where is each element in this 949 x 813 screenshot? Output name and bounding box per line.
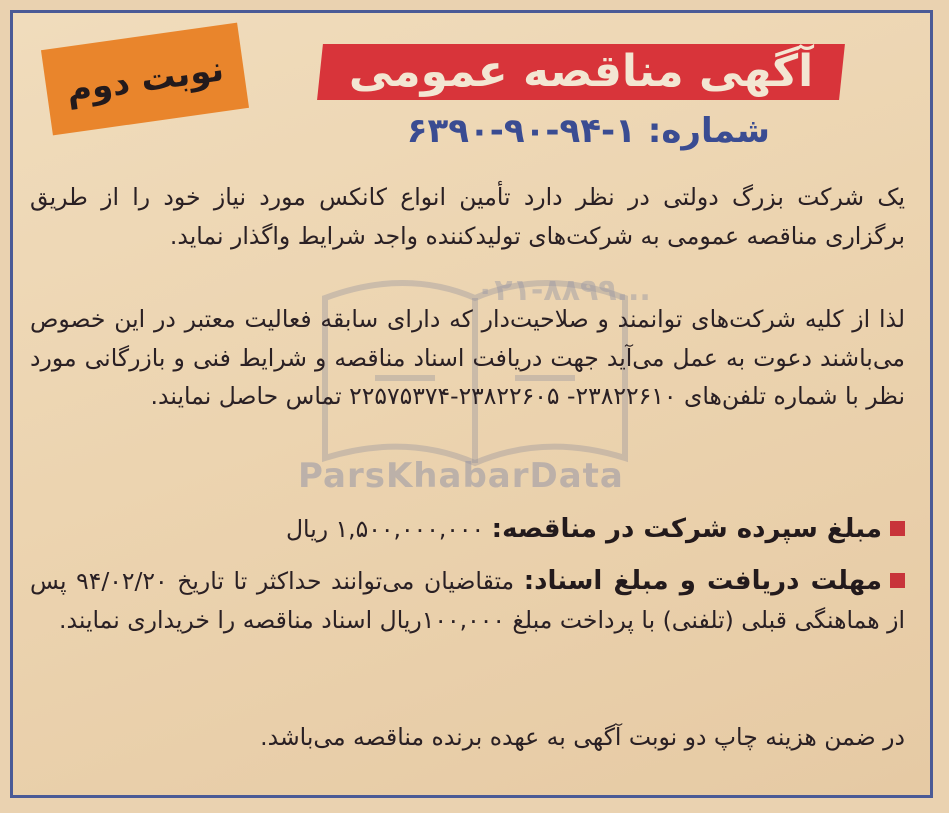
number-label: شماره: [647, 111, 770, 151]
deadline-text: متقاضیان می‌توانند حداکثر تا تاریخ ۹۴/۰۲/۲۰ پس از هماهنگی قبلی (تلفنی) با پرداخت مبلغ ۱۰۰,۰۰۰ریال اسناد مناقصه را خریداری نمایند. [30, 567, 905, 634]
deposit-label: مبلغ سپرده شرکت در مناقصه: [491, 514, 882, 544]
bullet-square-icon [890, 573, 905, 588]
round-label: نوبت دوم [63, 49, 227, 111]
ad-title: آگهی مناقصه عمومی [348, 46, 814, 97]
deadline-row [30, 562, 905, 639]
closing-note: در ضمن هزینه چاپ دو نوبت آگهی به عهده برنده مناقصه می‌باشد. [260, 723, 905, 751]
deadline-label: مهلت دریافت و مبلغ اسناد: [523, 566, 882, 596]
watermark-phone: ۰۲۱-۸۸۹۹... [476, 273, 651, 308]
number-value: ۱-۹۴-۹۰-۶۳۹۰ [406, 111, 636, 151]
bullet-square-icon [890, 521, 905, 536]
paragraph-invitation: لذا از کلیه شرکت‌های توانمند و صلاحیت‌دار که دارای سابقه فعالیت معتبر در این خصوص می‌باشند دعوت به عمل می‌آید جهت دریافت اسناد مناقصه و شرایط فنی و بازرگانی مورد نظر با شماره تلفن‌های ۲۳۸۲۲۶۱۰- ۲۳۸۲۲۶۰۵-۲۲۵۷۵۳۷۴ تماس حاصل نمایند. [30, 305, 905, 410]
tender-number [360, 106, 770, 156]
deposit-value: ۱,۵۰۰,۰۰۰,۰۰۰ ریال [285, 515, 485, 543]
deposit-row [30, 510, 905, 549]
paragraph-intro: یک شرکت بزرگ دولتی در نظر دارد تأمین انواع کانکس مورد نیاز خود را از طریق برگزاری مناقصه عمومی به شرکت‌های تولیدکننده واجد شرایط واگذار نماید. [30, 183, 905, 250]
watermark-brand: ParsKhabarData [298, 456, 624, 496]
